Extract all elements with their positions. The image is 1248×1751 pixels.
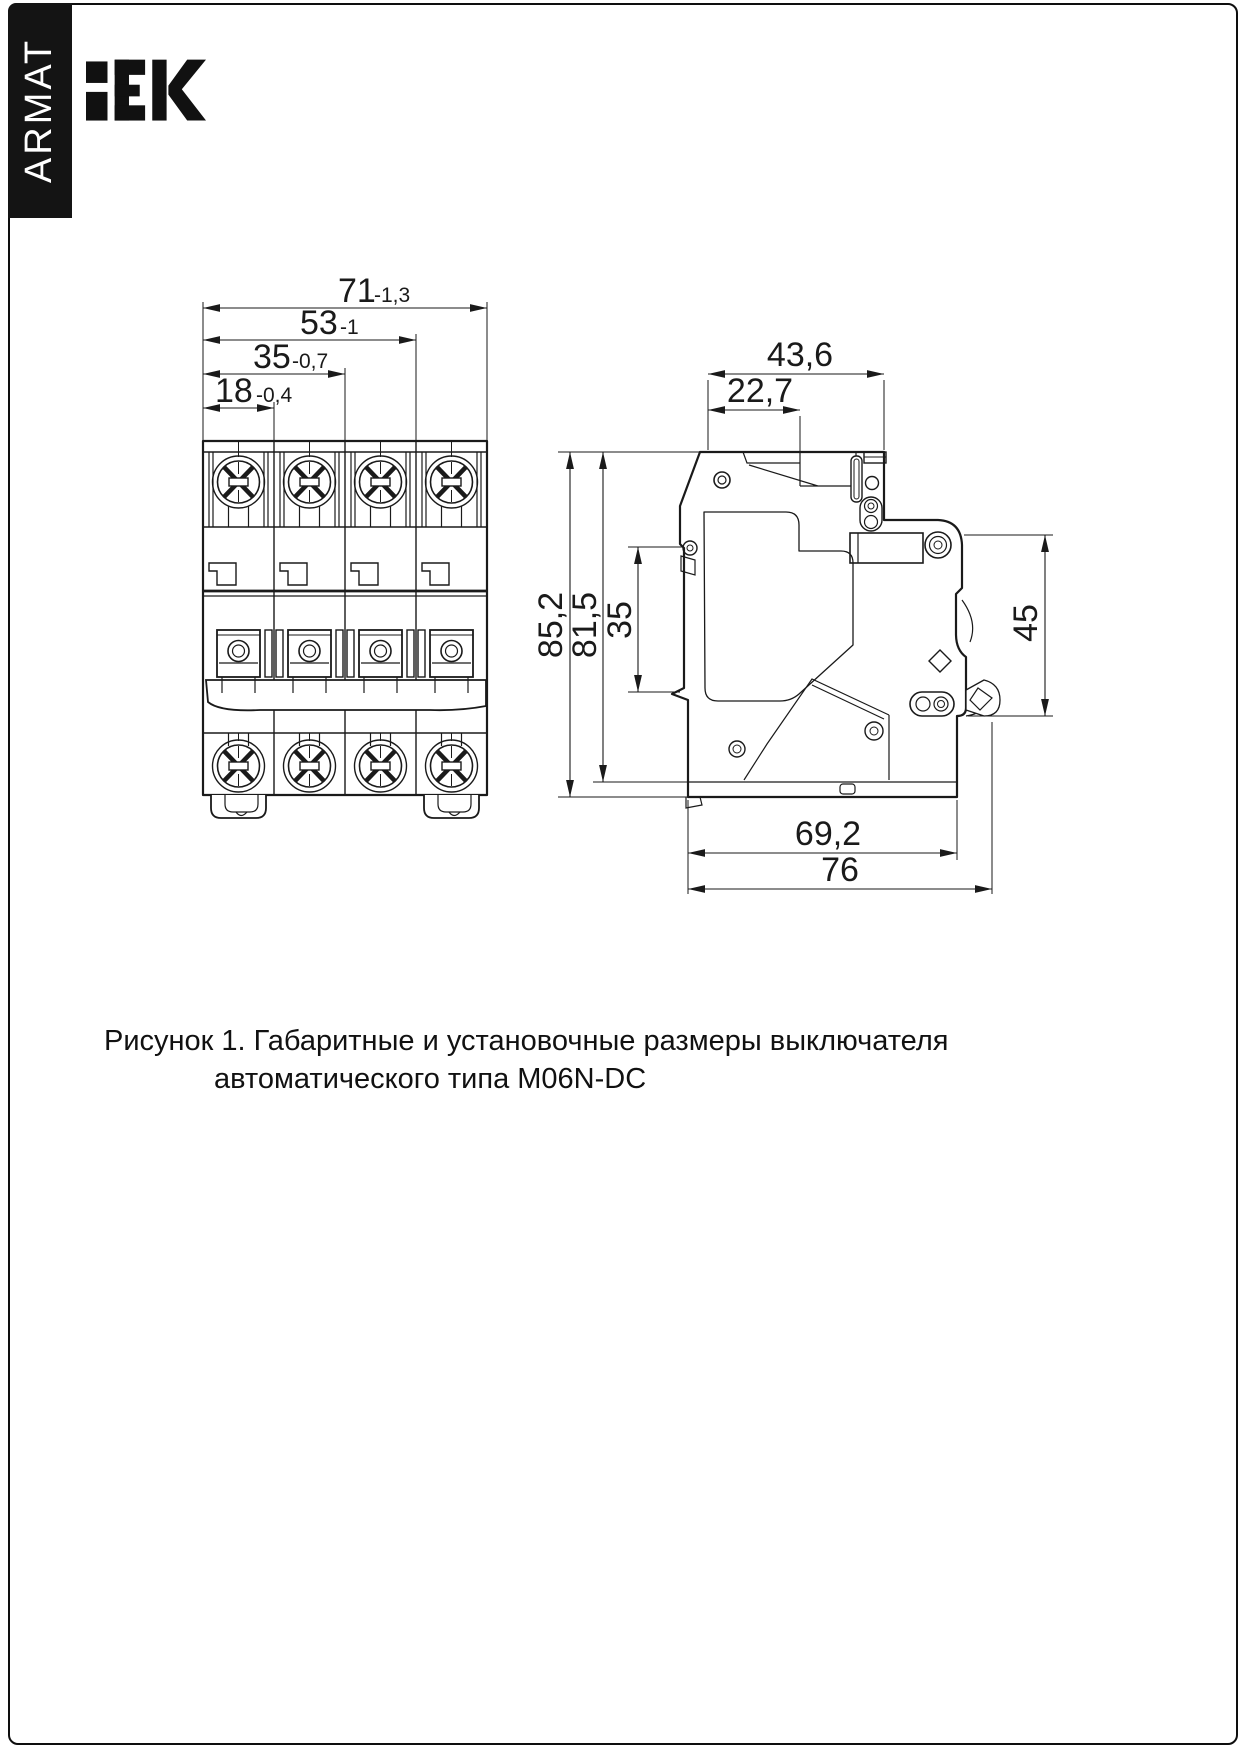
- fv-dim-18: 18: [215, 372, 253, 410]
- fv-tol-71: -1,3: [374, 284, 411, 307]
- fv-dim-35: 35: [253, 338, 291, 376]
- fv-dim-71: 71: [338, 272, 376, 310]
- sv-dim-45: 45: [1007, 604, 1045, 642]
- figure-caption-line1: Рисунок 1. Габаритные и установочные размеры выключателя: [104, 1025, 949, 1057]
- sv-dim-76: 76: [821, 851, 859, 889]
- front-view: [203, 272, 487, 818]
- side-view: [532, 336, 1053, 894]
- sv-dim-69-2: 69,2: [794, 815, 862, 853]
- sv-dim-35: 35: [601, 601, 639, 639]
- figure-caption: [104, 1022, 948, 1098]
- figure-caption-line2: автоматического типа M06N-DC: [214, 1063, 647, 1095]
- fv-dim-53: 53: [300, 304, 338, 342]
- fv-tol-18: -0,4: [256, 384, 293, 407]
- sv-dim-85-2: 85,2: [532, 591, 570, 659]
- sv-dim-22-7: 22,7: [726, 372, 794, 410]
- sv-dim-81-5: 81,5: [566, 591, 604, 659]
- fv-tol-35: -0,7: [292, 350, 329, 373]
- sv-dim-43-6: 43,6: [766, 336, 834, 374]
- fv-tol-53: -1: [340, 316, 359, 339]
- armat-banner-text: ARMAT: [18, 37, 61, 184]
